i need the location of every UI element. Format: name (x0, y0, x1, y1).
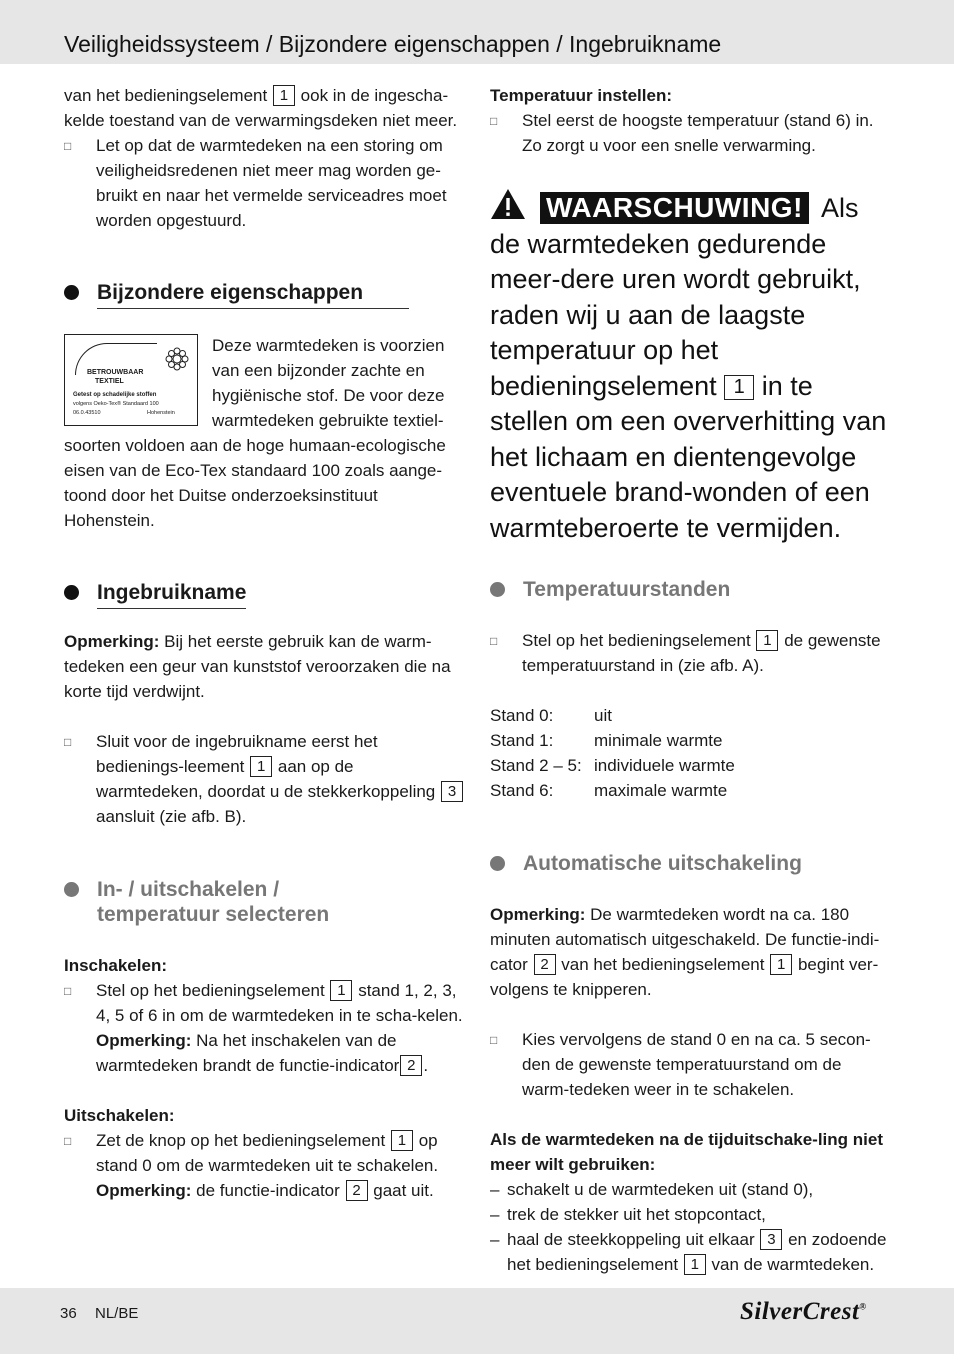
ref-box: 1 (756, 630, 778, 651)
inschakelen-label: Inschakelen: (64, 956, 167, 975)
square-bullet-icon: □ (490, 1033, 498, 1047)
ref-box: 3 (441, 781, 463, 802)
ref-box: 2 (346, 1180, 368, 1201)
bijzondere-text: Deze warmtedeken is voorzien van een bijzonder zachte en hygiënische stof. De voor deze warmtedeken gebruikte textiel- (212, 336, 445, 430)
uitschakelen-label: Uitschakelen: (64, 1106, 175, 1125)
right-column (490, 83, 890, 1277)
opmerking-paragraph: Opmerking: Bij het eerste gebruik kan de warm-tedeken een geur van kunststof veroorzaken die na korte tijd verdwijnt. (64, 632, 451, 701)
ref-box: 1 (724, 375, 754, 400)
niet-meer-label: Als de warmtedeken na de tijduitschake-ling niet meer wilt gebruiken: (490, 1130, 883, 1174)
bijzondere-text-cont: soorten voldoen aan de hoge humaan-ecologische eisen van de Eco-Tex standaard 100 zoals aange-toond door het Duitse onderzoeksinstituut Hohenstein. (64, 436, 446, 530)
dash-item: – schakelt u de warmtedeken uit (stand 0), (490, 1180, 814, 1199)
standen-list (490, 703, 890, 803)
bullet-dot-icon (64, 585, 79, 600)
ref-box: 2 (400, 1055, 422, 1076)
square-bullet-icon: □ (64, 1134, 72, 1148)
warning-label: WAARSCHUWING! (540, 192, 809, 224)
square-bullet-icon: □ (490, 634, 498, 648)
ref-box: 3 (760, 1229, 782, 1250)
ref-box: 1 (330, 980, 352, 1001)
section-heading-ingebruikname: Ingebruikname (64, 580, 464, 609)
page-title: Veiligheidssysteem / Bijzondere eigenschappen / Ingebruikname (64, 31, 722, 57)
list-item: □ Kies vervolgens de stand 0 en na ca. 5 secon-den de gewenste temperatuurstand om de warm-tedeken weer in te schakelen. (490, 1027, 890, 1102)
bullet-dot-icon (64, 882, 79, 897)
stand-row: Stand 6: maximale warmte (490, 781, 728, 800)
ref-box: 2 (534, 954, 556, 975)
section-heading-bijzondere: Bijzondere eigenschappen (64, 280, 464, 309)
warning-triangle-icon (490, 188, 526, 220)
list-item: □ Sluit voor de ingebruikname eerst het bedienings-leement 1 aan op de warmtedeken, doordat u de stekkerkoppeling 3 aansluit (zie afb. B). (64, 729, 464, 829)
list-item: □ Zet de knop op het bedieningselement 1 op stand 0 om de warmtedeken uit te schakelen. Opmerking: de functie-indicator 2 gaat uit. (64, 1128, 464, 1203)
ref-box: 1 (391, 1130, 413, 1151)
list-item: □ Stel eerst de hoogste temperatuur (stand 6) in. Zo zorgt u voor een snelle verwarming. (490, 108, 890, 158)
certificate-block (64, 332, 464, 433)
bullet-dot-icon (490, 856, 505, 871)
stand-row: Stand 0: uit (490, 706, 612, 725)
oeko-tex-certificate-icon: BETROUWBAAR TEXTIEL Getest op schadelijke stoffen volgens Oeko-Tex® Standaard 100 06.0.43510 Hohenstein (64, 334, 198, 426)
auto-opmerking: Opmerking: De warmtedeken wordt na ca. 180 minuten automatisch uitgeschakeld. De functie-indi-cator 2 van het bedieningselement 1 begint ver-volgens te knipperen. (490, 905, 880, 999)
section-heading-temperatuurstanden: Temperatuurstanden (490, 577, 890, 602)
list-item: □ Let op dat de warmtedeken na een storing om veiligheidsredenen niet meer mag worden ge-bruikt en naar het vermelde serviceadres moet worden opgestuurd. (64, 133, 464, 233)
flower-icon (163, 345, 191, 373)
section-heading-inuit: In- / uitschakelen / temperatuur selecteren (64, 877, 464, 927)
temperatuur-instellen-label: Temperatuur instellen: (490, 86, 672, 105)
square-bullet-icon: □ (490, 114, 498, 128)
ref-box: 1 (273, 85, 295, 106)
list-item: □ Stel op het bedieningselement 1 stand 1, 2, 3, 4, 5 of 6 in om de warmtedeken in te scha-kelen. Opmerking: Na het inschakelen van de warmtedeken brandt de functie-indicator 2 . (64, 978, 464, 1078)
bullet-dot-icon (64, 285, 79, 300)
ref-box: 1 (250, 756, 272, 777)
stand-row: Stand 2 – 5: individuele warmte (490, 756, 735, 775)
list-item: □ Stel op het bedieningselement 1 de gewenste temperatuurstand in (zie afb. A). (490, 628, 890, 678)
square-bullet-icon: □ (64, 139, 72, 153)
page-number: 36 (60, 1305, 77, 1322)
intro-paragraph: van het bedieningselement 1 ook in de ingescha-kelde toestand van de verwarmingsdeken niet meer. (64, 86, 458, 130)
warning-block: WAARSCHUWING! Als de warmtedeken gedurende meer-dere uren wordt gebruikt, raden wij u aan de laagste temperatuur op het bedieningselement 1 in te stellen om een oververhitting van het lichaam en dientengevolge eventuele brand-wonden of een warmteberoerte te vermijden. (490, 188, 890, 546)
stand-row: Stand 1: minimale warmte (490, 731, 723, 750)
dash-item: – haal de steekkoppeling uit elkaar 3 en zodoende het bedieningselement 1 van de warmtedeken. (490, 1230, 887, 1274)
ref-box: 1 (770, 954, 792, 975)
bullet-dot-icon (490, 582, 505, 597)
section-heading-automatische: Automatische uitschakeling (490, 851, 890, 876)
brand-logo: SilverCrest® (740, 1298, 867, 1325)
dash-item: – trek de stekker uit het stopcontact, (490, 1205, 766, 1224)
square-bullet-icon: □ (64, 735, 72, 749)
language-code: NL/BE (95, 1305, 139, 1322)
left-column (64, 83, 464, 1203)
ref-box: 1 (684, 1254, 706, 1275)
square-bullet-icon: □ (64, 984, 72, 998)
